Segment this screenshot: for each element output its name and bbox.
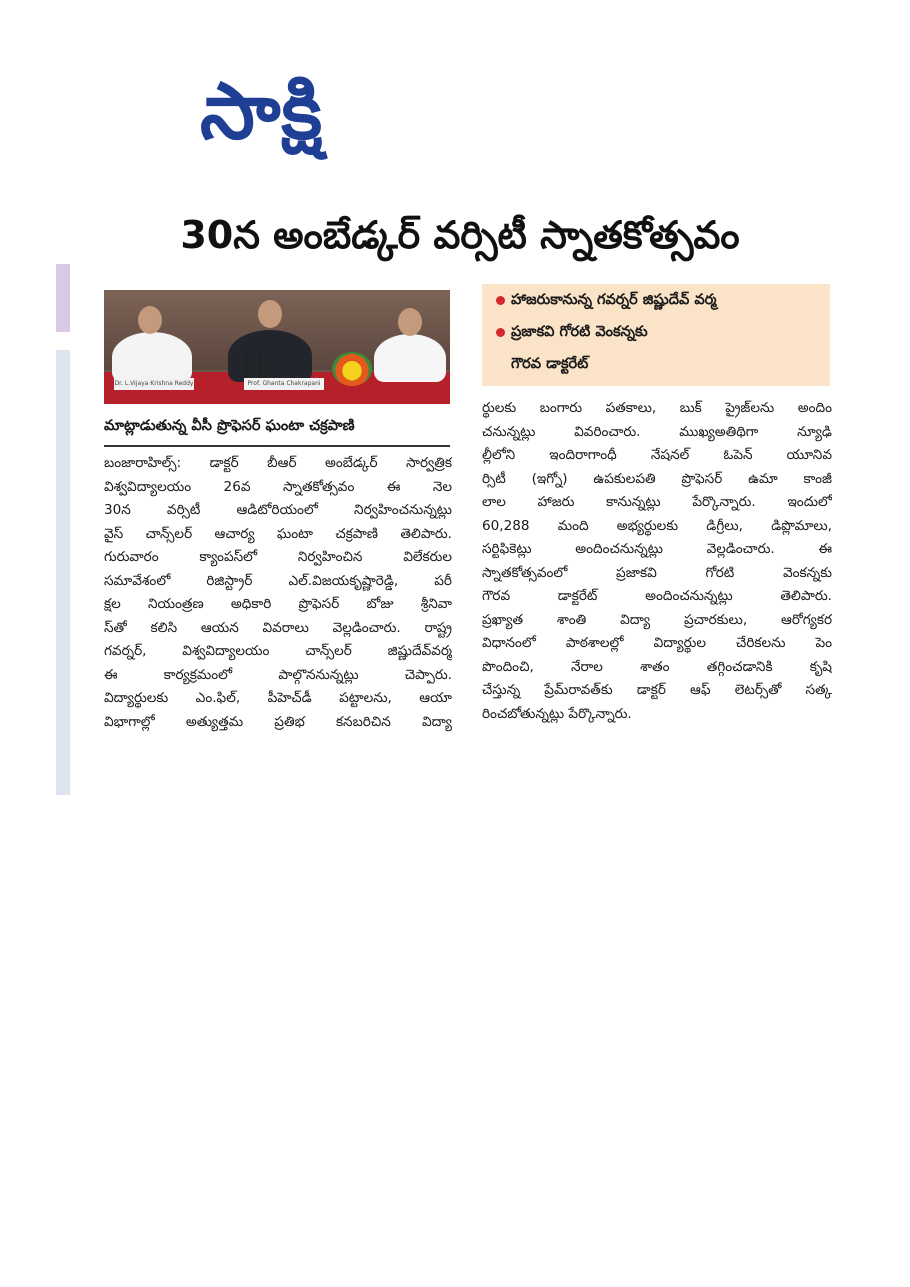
article-line: స్‌తో కలిసి ఆయన వివరాలు వెల్లడించారు. రాష్ట్ర (104, 619, 452, 636)
article-line: విద్యార్థులకు ఎం.ఫిల్, పీహెచ్‌డీ పట్టాలను, ఆయా (104, 690, 452, 706)
article-line: ర్సిటీ (ఇగ్నో) ఉపకులపతి ప్రొఫెసర్ ఉమా కాంజీ (482, 470, 832, 487)
person-center (228, 330, 312, 382)
article-line: ల్లీలోని ఇందిరాగాంధీ నేషనల్ ఓపెన్ యూనివ (482, 447, 832, 463)
article-line: సమావేశంలో రిజిస్ట్రార్ ఎల్.విజయకృష్ణారెడ్డి, పరీ (104, 572, 452, 589)
article-line: విధానంలో పాఠశాలల్లో విద్యార్థుల చేరికలను పెం (482, 635, 832, 651)
article-line: బంజారాహిల్స్: డాక్టర్ బీఆర్ అంబేడ్కర్ సార్వత్రిక (104, 455, 452, 471)
person-center-head (258, 300, 282, 328)
article-line: ఈ కార్యక్రమంలో పాల్గొననున్నట్లు చెప్పారు. (104, 666, 452, 683)
news-photo (104, 290, 450, 404)
article-line: సర్టిఫికెట్లు అందించనున్నట్లు వెల్లడించారు. ఈ (482, 541, 832, 557)
margin-strip (56, 350, 70, 795)
person-right (374, 334, 446, 382)
article-line: చనున్నట్లు వివరించారు. ముఖ్యఅతిథిగా న్యూఢి (482, 423, 832, 440)
article-line: క్షల నియంత్రణ అధికారి ప్రొఫెసర్ బోజు శ్రీనివా (104, 596, 452, 612)
article-line: ప్రఖ్యాత శాంతి విద్యా ప్రచారకులు, ఆరోగ్యకర (482, 611, 832, 628)
article-line: విభాగాల్లో అత్యుత్తమ ప్రతిభ కనబరిచిన విద్యా (104, 713, 452, 730)
article-line: విశ్వవిద్యాలయం 26వ స్నాతకోత్సవం ఈ నెల (104, 478, 452, 495)
newspaper-logo: సాక్షి (200, 67, 324, 157)
highlight-item: ప్రజాకవి గోరటి వెంకన్నకు (496, 324, 648, 344)
person-left-head (138, 306, 162, 334)
article-line: గవర్నర్, విశ్వవిద్యాలయం చాన్స్‌లర్ జిష్ణుదేవ్‌వర్మ (104, 643, 452, 659)
article-line: గౌరవ డాక్టరేట్ అందించనున్నట్లు తెలిపారు. (482, 588, 832, 604)
article-line: పొందించి, నేరాల శాతం తగ్గించడానికి కృషి (482, 658, 832, 675)
margin-strip (56, 264, 70, 332)
person-right-head (398, 308, 422, 336)
photo-caption: మాట్లాడుతున్న వీసీ ప్రొఫెసర్ ఘంటా చక్రపాణి (104, 418, 355, 434)
article-line: చేస్తున్న ప్రేమ్‌రావత్‌కు డాక్టర్ ఆఫ్ లెటర్స్‌తో సత్క (482, 682, 832, 698)
nameplate-left: Dr. L.Vijaya Krishna Reddy (114, 378, 194, 390)
caption-divider (104, 445, 450, 447)
highlight-item: గౌరవ డాక్టరేట్ (511, 356, 589, 372)
article-line: 60,288 మంది అభ్యర్థులకు డిగ్రీలు, డిప్లొమాలు, (482, 517, 832, 534)
article-line: ర్థులకు బంగారు పతకాలు, బుక్ ప్రైజ్‌లను అందిం (482, 400, 832, 416)
article-column-right (482, 397, 832, 792)
bullet-icon (496, 296, 505, 305)
article-line: రించబోతున్నట్లు పేర్కొన్నారు. (482, 705, 632, 722)
person-left (112, 332, 192, 382)
highlight-item: హాజరుకానున్న గవర్నర్ జిష్ణుదేవ్ వర్మ (496, 292, 716, 312)
headline: 30న అంబేడ్కర్ వర్సిటీ స్నాతకోత్సవం (180, 213, 740, 257)
nameplate-center: Prof. Ghanta Chakrapani (244, 378, 324, 390)
article-column-left (104, 452, 452, 792)
highlights-box (482, 284, 830, 386)
article-line: వైస్ చాన్స్‌లర్ ఆచార్య ఘంటా చక్రపాణి తెలిపారు. (104, 525, 452, 542)
article-line: స్నాతకోత్సవంలో ప్రజాకవి గోరటి వెంకన్నకు (482, 564, 832, 581)
article-line: 30న వర్సిటీ ఆడిటోరియంలో నిర్వహించనున్నట్లు (104, 502, 452, 518)
flower-bouquet (332, 352, 372, 386)
article-line: లాల హాజరు కానున్నట్లు పేర్కొన్నారు. ఇందులో (482, 494, 832, 510)
article-line: గురువారం క్యాంపస్‌లో నిర్వహించిన విలేకరుల (104, 549, 452, 565)
bullet-icon (496, 328, 505, 337)
